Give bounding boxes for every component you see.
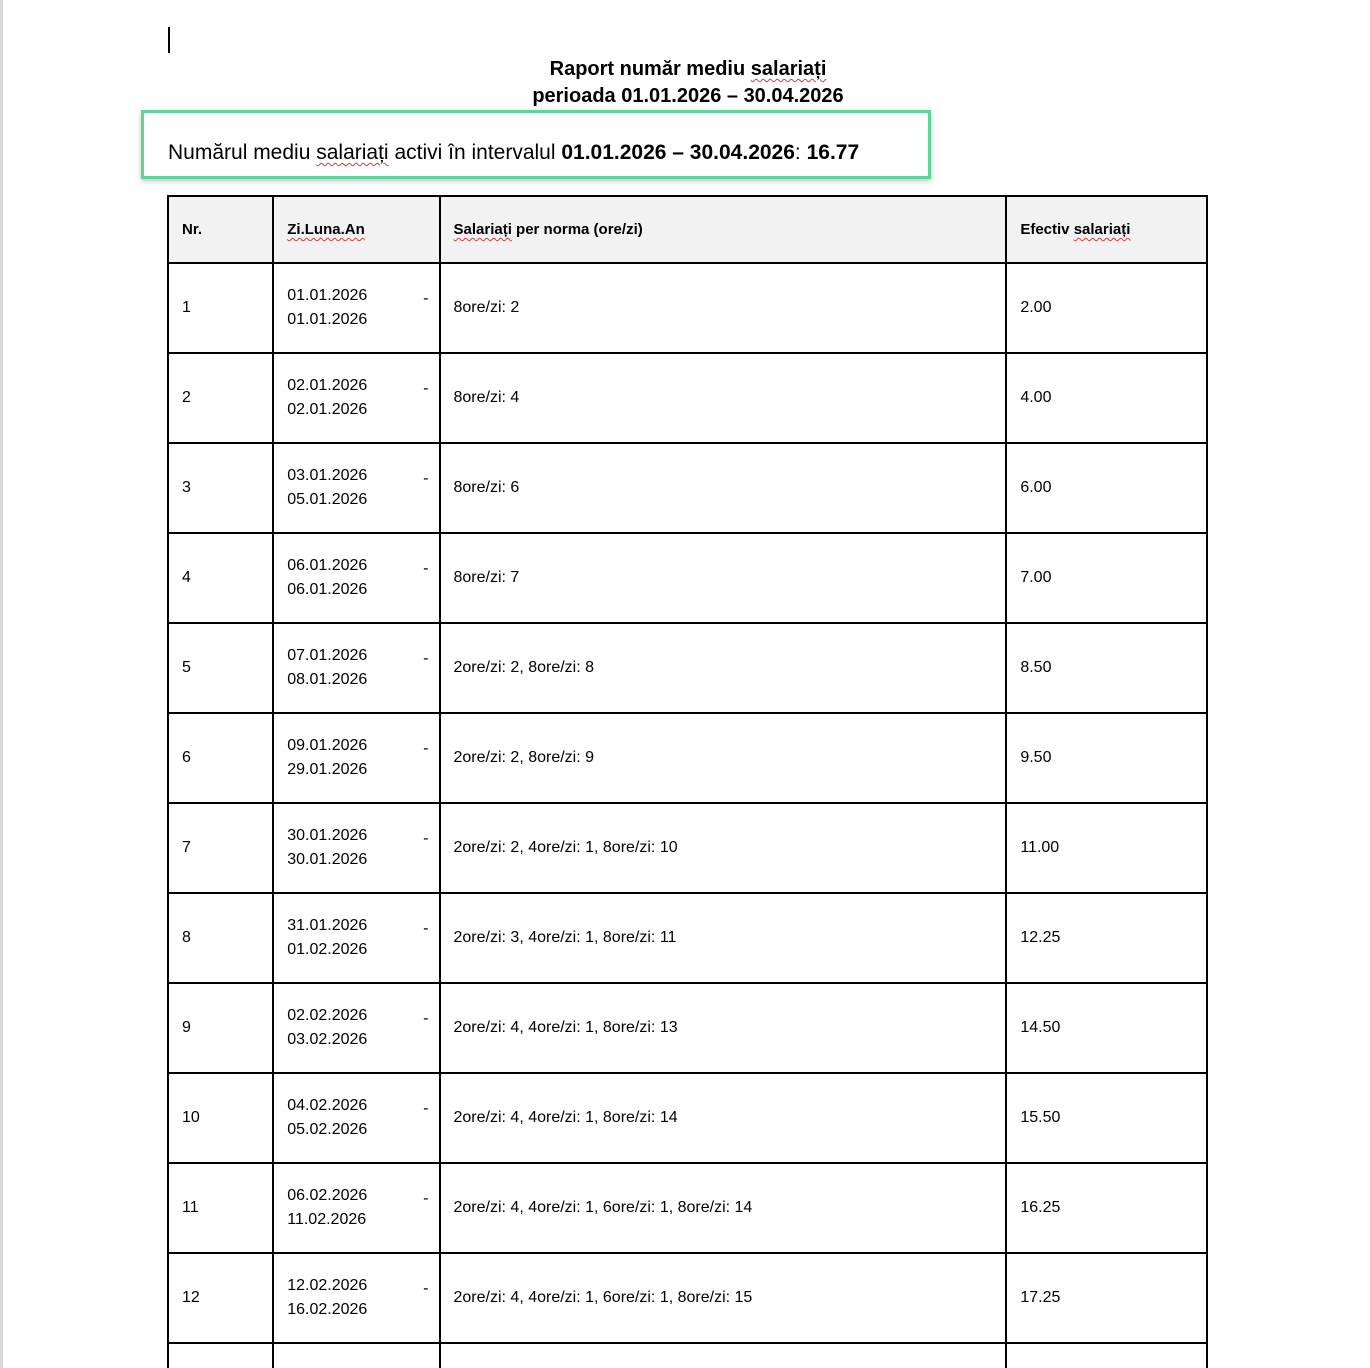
date-from: 30.01.2026 [287, 827, 368, 844]
table-row [168, 983, 1207, 1073]
cell-norm: 8ore/zi: 6 [440, 443, 1007, 533]
cell-nr: 7 [168, 803, 273, 893]
cell-norm [440, 1343, 1007, 1368]
date-dash: - [423, 1100, 429, 1117]
date-dash: - [423, 740, 429, 757]
date-to: 05.02.2026 [287, 1121, 368, 1138]
date-dash: - [423, 560, 429, 577]
cell-norm: 2ore/zi: 4, 4ore/zi: 1, 6ore/zi: 1, 8ore/zi: 15 [440, 1253, 1007, 1343]
cell-nr: 1 [168, 263, 273, 353]
cell-effective: 17.25 [1006, 1253, 1207, 1343]
date-dash: - [423, 920, 429, 937]
cell-norm: 8ore/zi: 4 [440, 353, 1007, 443]
date-to: 03.02.2026 [287, 1031, 368, 1048]
cell-effective: 7.00 [1006, 533, 1207, 623]
date-from: 01.01.2026 [287, 287, 368, 304]
cell-date-range [273, 533, 439, 623]
date-to: 29.01.2026 [287, 761, 368, 778]
date-dash: - [423, 830, 429, 847]
date-from: 02.01.2026 [287, 377, 368, 394]
table-row [168, 263, 1207, 353]
cell-effective: 9.50 [1006, 713, 1207, 803]
cell-nr: 3 [168, 443, 273, 533]
report-table [167, 195, 1208, 1368]
table-row [168, 1073, 1207, 1163]
cell-date-range [273, 1253, 439, 1343]
date-dash: - [423, 1190, 429, 1207]
cell-nr: 5 [168, 623, 273, 713]
date-dash: - [423, 650, 429, 667]
summary-line: Numărul mediu salariați activi în intervalul 01.01.2026 – 30.04.2026: 16.77 [168, 141, 860, 164]
cell-norm: 2ore/zi: 4, 4ore/zi: 1, 6ore/zi: 1, 8ore/zi: 14 [440, 1163, 1007, 1253]
date-dash: - [423, 1280, 429, 1297]
date-from: 02.02.2026 [287, 1007, 368, 1024]
table-row [168, 1253, 1207, 1343]
cell-effective: 11.00 [1006, 803, 1207, 893]
date-from: 09.01.2026 [287, 737, 368, 754]
cell-norm: 2ore/zi: 4, 4ore/zi: 1, 8ore/zi: 13 [440, 983, 1007, 1073]
cell-nr: 2 [168, 353, 273, 443]
date-to: 01.02.2026 [287, 941, 368, 958]
cell-effective: 12.25 [1006, 893, 1207, 983]
header-date: Zi.Luna.An [273, 196, 439, 263]
header-norm: Salariați per norma (ore/zi) [440, 196, 1007, 263]
spellcheck-word: salariați [316, 141, 389, 164]
cell-effective: 6.00 [1006, 443, 1207, 533]
date-to: 16.02.2026 [287, 1301, 368, 1318]
page-left-edge [0, 0, 3, 1368]
cell-norm: 8ore/zi: 2 [440, 263, 1007, 353]
date-to: 30.01.2026 [287, 851, 368, 868]
cell-effective: 2.00 [1006, 263, 1207, 353]
cell-date-range [273, 263, 439, 353]
date-to: 11.02.2026 [287, 1211, 367, 1228]
cell-date-range [273, 713, 439, 803]
report-title-line2: perioada 01.01.2026 – 30.04.2026 [532, 85, 844, 107]
cell-effective: 16.25 [1006, 1163, 1207, 1253]
cell-effective: 4.00 [1006, 353, 1207, 443]
cell-norm: 2ore/zi: 2, 8ore/zi: 8 [440, 623, 1007, 713]
text-cursor [168, 27, 170, 53]
date-from: 06.01.2026 [287, 557, 368, 574]
cell-nr: 6 [168, 713, 273, 803]
date-to: 05.01.2026 [287, 491, 368, 508]
cell-date-range [273, 443, 439, 533]
table-row [168, 1343, 1207, 1368]
cell-nr [168, 1343, 273, 1368]
date-to: 08.01.2026 [287, 671, 368, 688]
cell-nr: 11 [168, 1163, 273, 1253]
report-title [0, 56, 1370, 110]
table-row [168, 713, 1207, 803]
report-title-line1: Raport număr mediu salariați [549, 58, 827, 80]
cell-date-range [273, 803, 439, 893]
cell-date-range [273, 1073, 439, 1163]
cell-norm: 2ore/zi: 2, 8ore/zi: 9 [440, 713, 1007, 803]
cell-nr: 4 [168, 533, 273, 623]
cell-nr: 9 [168, 983, 273, 1073]
table-row [168, 353, 1207, 443]
date-dash: - [423, 380, 429, 397]
summary-interval: 01.01.2026 – 30.04.2026 [561, 141, 795, 164]
cell-date-range [273, 1343, 439, 1368]
cell-norm: 8ore/zi: 7 [440, 533, 1007, 623]
cell-effective [1006, 1343, 1207, 1368]
cell-norm: 2ore/zi: 3, 4ore/zi: 1, 8ore/zi: 11 [440, 893, 1007, 983]
cell-date-range [273, 893, 439, 983]
cell-effective: 8.50 [1006, 623, 1207, 713]
date-from: 07.01.2026 [287, 647, 368, 664]
date-to: 02.01.2026 [287, 401, 368, 418]
cell-norm: 2ore/zi: 4, 4ore/zi: 1, 8ore/zi: 14 [440, 1073, 1007, 1163]
date-from: 03.01.2026 [287, 467, 368, 484]
table-row [168, 443, 1207, 533]
date-to: 01.01.2026 [287, 311, 368, 328]
header-effective: Efectiv salariați [1006, 196, 1207, 263]
table-row [168, 623, 1207, 713]
date-from: 31.01.2026 [287, 917, 368, 934]
table-row [168, 803, 1207, 893]
date-from: 12.02.2026 [287, 1277, 368, 1294]
cell-nr: 10 [168, 1073, 273, 1163]
header-nr: Nr. [168, 196, 273, 263]
summary-value: 16.77 [806, 141, 860, 164]
table-header-row [168, 196, 1207, 263]
cell-norm: 2ore/zi: 2, 4ore/zi: 1, 8ore/zi: 10 [440, 803, 1007, 893]
date-dash: - [423, 1010, 429, 1027]
spellcheck-word: salariați [750, 58, 827, 80]
table-row [168, 533, 1207, 623]
cell-nr: 8 [168, 893, 273, 983]
date-from: 06.02.2026 [287, 1187, 368, 1204]
table-row [168, 1163, 1207, 1253]
cell-date-range [273, 623, 439, 713]
date-dash: - [423, 470, 429, 487]
date-from: 04.02.2026 [287, 1097, 368, 1114]
cell-date-range [273, 353, 439, 443]
cell-nr: 12 [168, 1253, 273, 1343]
cell-effective: 14.50 [1006, 983, 1207, 1073]
date-dash: - [423, 290, 429, 307]
cell-effective: 15.50 [1006, 1073, 1207, 1163]
cell-date-range [273, 1163, 439, 1253]
cell-date-range [273, 983, 439, 1073]
date-to: 06.01.2026 [287, 581, 368, 598]
table-row [168, 893, 1207, 983]
